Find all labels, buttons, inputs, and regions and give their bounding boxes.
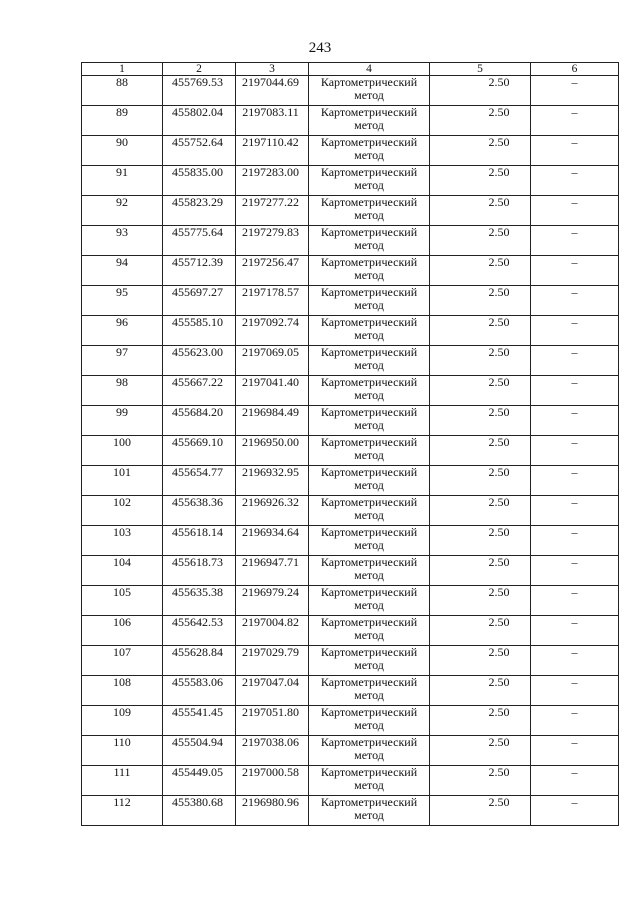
accuracy-cell: 2.50	[430, 346, 531, 376]
method-line-1: Картометрический	[320, 735, 418, 749]
accuracy-cell: 2.50	[430, 316, 531, 346]
table-row	[82, 376, 619, 406]
table-row	[82, 346, 619, 376]
note-cell: –	[531, 316, 619, 346]
point-number-cell: 88	[82, 76, 163, 106]
method-line-1: Картометрический	[320, 465, 418, 479]
method-line-1: Картометрический	[320, 375, 418, 389]
table-row	[82, 196, 619, 226]
x-coordinate-cell: 455628.84	[163, 646, 236, 676]
note-cell: –	[531, 796, 619, 826]
accuracy-cell: 2.50	[430, 166, 531, 196]
method-cell	[309, 796, 430, 826]
table-row	[82, 616, 619, 646]
note-cell: –	[531, 136, 619, 166]
note-cell: –	[531, 406, 619, 436]
y-coordinate-cell: 2197110.42	[236, 136, 309, 166]
column-header-6: 6	[531, 63, 619, 76]
accuracy-cell: 2.50	[430, 616, 531, 646]
x-coordinate-cell: 455684.20	[163, 406, 236, 436]
accuracy-cell: 2.50	[430, 736, 531, 766]
column-header-3: 3	[236, 63, 309, 76]
accuracy-cell: 2.50	[430, 766, 531, 796]
note-cell: –	[531, 196, 619, 226]
method-line-1: Картометрический	[320, 615, 418, 629]
method-cell	[309, 766, 430, 796]
table-row	[82, 466, 619, 496]
accuracy-cell: 2.50	[430, 796, 531, 826]
note-cell: –	[531, 376, 619, 406]
method-line-1: Картометрический	[320, 135, 418, 149]
method-line-2: метод	[354, 748, 384, 762]
note-cell: –	[531, 76, 619, 106]
note-cell: –	[531, 286, 619, 316]
point-number-cell: 92	[82, 196, 163, 226]
x-coordinate-cell: 455618.14	[163, 526, 236, 556]
point-number-cell: 89	[82, 106, 163, 136]
table-row	[82, 736, 619, 766]
table-row	[82, 526, 619, 556]
method-line-2: метод	[354, 208, 384, 222]
x-coordinate-cell: 455775.64	[163, 226, 236, 256]
x-coordinate-cell: 455769.53	[163, 76, 236, 106]
method-line-1: Картометрический	[320, 645, 418, 659]
y-coordinate-cell: 2197279.83	[236, 226, 309, 256]
point-number-cell: 109	[82, 706, 163, 736]
x-coordinate-cell: 455585.10	[163, 316, 236, 346]
y-coordinate-cell: 2197083.11	[236, 106, 309, 136]
x-coordinate-cell: 455654.77	[163, 466, 236, 496]
point-number-cell: 96	[82, 316, 163, 346]
x-coordinate-cell: 455752.64	[163, 136, 236, 166]
note-cell: –	[531, 766, 619, 796]
method-line-1: Картометрический	[320, 555, 418, 569]
point-number-cell: 103	[82, 526, 163, 556]
method-line-1: Картометрический	[320, 795, 418, 809]
method-line-2: метод	[354, 718, 384, 732]
table-row	[82, 76, 619, 106]
method-line-1: Картометрический	[320, 675, 418, 689]
method-line-2: метод	[354, 448, 384, 462]
x-coordinate-cell: 455802.04	[163, 106, 236, 136]
table-row	[82, 496, 619, 526]
y-coordinate-cell: 2197256.47	[236, 256, 309, 286]
method-cell	[309, 196, 430, 226]
method-line-1: Картометрический	[320, 195, 418, 209]
accuracy-cell: 2.50	[430, 76, 531, 106]
accuracy-cell: 2.50	[430, 286, 531, 316]
accuracy-cell: 2.50	[430, 196, 531, 226]
method-cell	[309, 676, 430, 706]
column-header-2: 2	[163, 63, 236, 76]
x-coordinate-cell: 455583.06	[163, 676, 236, 706]
point-number-cell: 105	[82, 586, 163, 616]
method-line-2: метод	[354, 688, 384, 702]
x-coordinate-cell: 455623.00	[163, 346, 236, 376]
method-line-2: метод	[354, 658, 384, 672]
y-coordinate-cell: 2197000.58	[236, 766, 309, 796]
table-row	[82, 556, 619, 586]
method-cell	[309, 136, 430, 166]
method-line-2: метод	[354, 238, 384, 252]
table-row	[82, 406, 619, 436]
method-cell	[309, 316, 430, 346]
method-line-2: метод	[354, 358, 384, 372]
note-cell: –	[531, 226, 619, 256]
method-line-2: метод	[354, 388, 384, 402]
point-number-cell: 91	[82, 166, 163, 196]
x-coordinate-cell: 455541.45	[163, 706, 236, 736]
method-cell	[309, 526, 430, 556]
y-coordinate-cell: 2196932.95	[236, 466, 309, 496]
method-line-2: метод	[354, 268, 384, 282]
method-cell	[309, 586, 430, 616]
point-number-cell: 93	[82, 226, 163, 256]
method-line-1: Картометрический	[320, 585, 418, 599]
note-cell: –	[531, 706, 619, 736]
y-coordinate-cell: 2196947.71	[236, 556, 309, 586]
accuracy-cell: 2.50	[430, 526, 531, 556]
point-number-cell: 101	[82, 466, 163, 496]
method-line-2: метод	[354, 178, 384, 192]
method-line-2: метод	[354, 118, 384, 132]
point-number-cell: 90	[82, 136, 163, 166]
accuracy-cell: 2.50	[430, 376, 531, 406]
method-line-1: Картометрический	[320, 315, 418, 329]
table-row	[82, 436, 619, 466]
accuracy-cell: 2.50	[430, 586, 531, 616]
note-cell: –	[531, 166, 619, 196]
column-header-5: 5	[430, 63, 531, 76]
table-row	[82, 796, 619, 826]
y-coordinate-cell: 2197004.82	[236, 616, 309, 646]
point-number-cell: 95	[82, 286, 163, 316]
point-number-cell: 102	[82, 496, 163, 526]
method-cell	[309, 556, 430, 586]
note-cell: –	[531, 556, 619, 586]
accuracy-cell: 2.50	[430, 136, 531, 166]
method-cell	[309, 226, 430, 256]
accuracy-cell: 2.50	[430, 556, 531, 586]
y-coordinate-cell: 2196926.32	[236, 496, 309, 526]
method-line-1: Картометрический	[320, 345, 418, 359]
method-cell	[309, 706, 430, 736]
method-cell	[309, 166, 430, 196]
method-line-1: Картометрический	[320, 225, 418, 239]
point-number-cell: 99	[82, 406, 163, 436]
method-cell	[309, 466, 430, 496]
y-coordinate-cell: 2197069.05	[236, 346, 309, 376]
note-cell: –	[531, 466, 619, 496]
method-cell	[309, 106, 430, 136]
table-row	[82, 166, 619, 196]
method-cell	[309, 736, 430, 766]
accuracy-cell: 2.50	[430, 706, 531, 736]
point-number-cell: 98	[82, 376, 163, 406]
method-line-1: Картометрический	[320, 105, 418, 119]
x-coordinate-cell: 455835.00	[163, 166, 236, 196]
y-coordinate-cell: 2196934.64	[236, 526, 309, 556]
x-coordinate-cell: 455380.68	[163, 796, 236, 826]
method-line-1: Картометрический	[320, 405, 418, 419]
method-line-2: метод	[354, 328, 384, 342]
note-cell: –	[531, 106, 619, 136]
y-coordinate-cell: 2196984.49	[236, 406, 309, 436]
note-cell: –	[531, 526, 619, 556]
note-cell: –	[531, 586, 619, 616]
y-coordinate-cell: 2196980.96	[236, 796, 309, 826]
method-cell	[309, 286, 430, 316]
accuracy-cell: 2.50	[430, 496, 531, 526]
coordinates-table	[81, 62, 619, 826]
table-header-row	[82, 63, 619, 76]
point-number-cell: 106	[82, 616, 163, 646]
accuracy-cell: 2.50	[430, 466, 531, 496]
y-coordinate-cell: 2197277.22	[236, 196, 309, 226]
method-line-2: метод	[354, 478, 384, 492]
point-number-cell: 108	[82, 676, 163, 706]
method-cell	[309, 256, 430, 286]
point-number-cell: 107	[82, 646, 163, 676]
accuracy-cell: 2.50	[430, 106, 531, 136]
x-coordinate-cell: 455712.39	[163, 256, 236, 286]
y-coordinate-cell: 2197051.80	[236, 706, 309, 736]
point-number-cell: 100	[82, 436, 163, 466]
note-cell: –	[531, 256, 619, 286]
y-coordinate-cell: 2196979.24	[236, 586, 309, 616]
method-cell	[309, 346, 430, 376]
x-coordinate-cell: 455618.73	[163, 556, 236, 586]
note-cell: –	[531, 436, 619, 466]
method-line-2: метод	[354, 88, 384, 102]
method-line-2: метод	[354, 778, 384, 792]
method-line-1: Картометрический	[320, 285, 418, 299]
y-coordinate-cell: 2197029.79	[236, 646, 309, 676]
point-number-cell: 110	[82, 736, 163, 766]
method-line-2: метод	[354, 148, 384, 162]
column-header-1: 1	[82, 63, 163, 76]
method-cell	[309, 406, 430, 436]
y-coordinate-cell: 2197041.40	[236, 376, 309, 406]
method-line-2: метод	[354, 808, 384, 822]
accuracy-cell: 2.50	[430, 676, 531, 706]
accuracy-cell: 2.50	[430, 226, 531, 256]
column-header-4: 4	[309, 63, 430, 76]
y-coordinate-cell: 2196950.00	[236, 436, 309, 466]
table-row	[82, 586, 619, 616]
x-coordinate-cell: 455635.38	[163, 586, 236, 616]
method-line-2: метод	[354, 298, 384, 312]
table-row	[82, 226, 619, 256]
x-coordinate-cell: 455667.22	[163, 376, 236, 406]
note-cell: –	[531, 676, 619, 706]
table-row	[82, 706, 619, 736]
note-cell: –	[531, 346, 619, 376]
note-cell: –	[531, 616, 619, 646]
x-coordinate-cell: 455697.27	[163, 286, 236, 316]
method-cell	[309, 76, 430, 106]
x-coordinate-cell: 455638.36	[163, 496, 236, 526]
accuracy-cell: 2.50	[430, 406, 531, 436]
table-row	[82, 286, 619, 316]
method-line-1: Картометрический	[320, 255, 418, 269]
method-cell	[309, 496, 430, 526]
method-line-2: метод	[354, 508, 384, 522]
point-number-cell: 97	[82, 346, 163, 376]
accuracy-cell: 2.50	[430, 436, 531, 466]
method-line-2: метод	[354, 538, 384, 552]
table-row	[82, 316, 619, 346]
method-line-1: Картометрический	[320, 495, 418, 509]
y-coordinate-cell: 2197283.00	[236, 166, 309, 196]
x-coordinate-cell: 455449.05	[163, 766, 236, 796]
table-row	[82, 136, 619, 166]
method-line-1: Картометрический	[320, 705, 418, 719]
method-line-2: метод	[354, 598, 384, 612]
accuracy-cell: 2.50	[430, 646, 531, 676]
note-cell: –	[531, 496, 619, 526]
y-coordinate-cell: 2197047.04	[236, 676, 309, 706]
y-coordinate-cell: 2197038.06	[236, 736, 309, 766]
point-number-cell: 104	[82, 556, 163, 586]
method-line-2: метод	[354, 568, 384, 582]
y-coordinate-cell: 2197044.69	[236, 76, 309, 106]
method-cell	[309, 376, 430, 406]
table-row	[82, 766, 619, 796]
method-line-2: метод	[354, 418, 384, 432]
page-number: 243	[308, 40, 332, 56]
x-coordinate-cell: 455823.29	[163, 196, 236, 226]
point-number-cell: 112	[82, 796, 163, 826]
table-row	[82, 646, 619, 676]
x-coordinate-cell: 455669.10	[163, 436, 236, 466]
method-line-1: Картометрический	[320, 765, 418, 779]
note-cell: –	[531, 736, 619, 766]
accuracy-cell: 2.50	[430, 256, 531, 286]
table-row	[82, 106, 619, 136]
y-coordinate-cell: 2197178.57	[236, 286, 309, 316]
y-coordinate-cell: 2197092.74	[236, 316, 309, 346]
method-line-1: Картометрический	[320, 525, 418, 539]
x-coordinate-cell: 455642.53	[163, 616, 236, 646]
note-cell: –	[531, 646, 619, 676]
x-coordinate-cell: 455504.94	[163, 736, 236, 766]
table-row	[82, 676, 619, 706]
point-number-cell: 94	[82, 256, 163, 286]
table-row	[82, 256, 619, 286]
method-cell	[309, 436, 430, 466]
method-line-1: Картометрический	[320, 75, 418, 89]
method-line-2: метод	[354, 628, 384, 642]
method-cell	[309, 646, 430, 676]
point-number-cell: 111	[82, 766, 163, 796]
method-cell	[309, 616, 430, 646]
method-line-1: Картометрический	[320, 435, 418, 449]
method-line-1: Картометрический	[320, 165, 418, 179]
